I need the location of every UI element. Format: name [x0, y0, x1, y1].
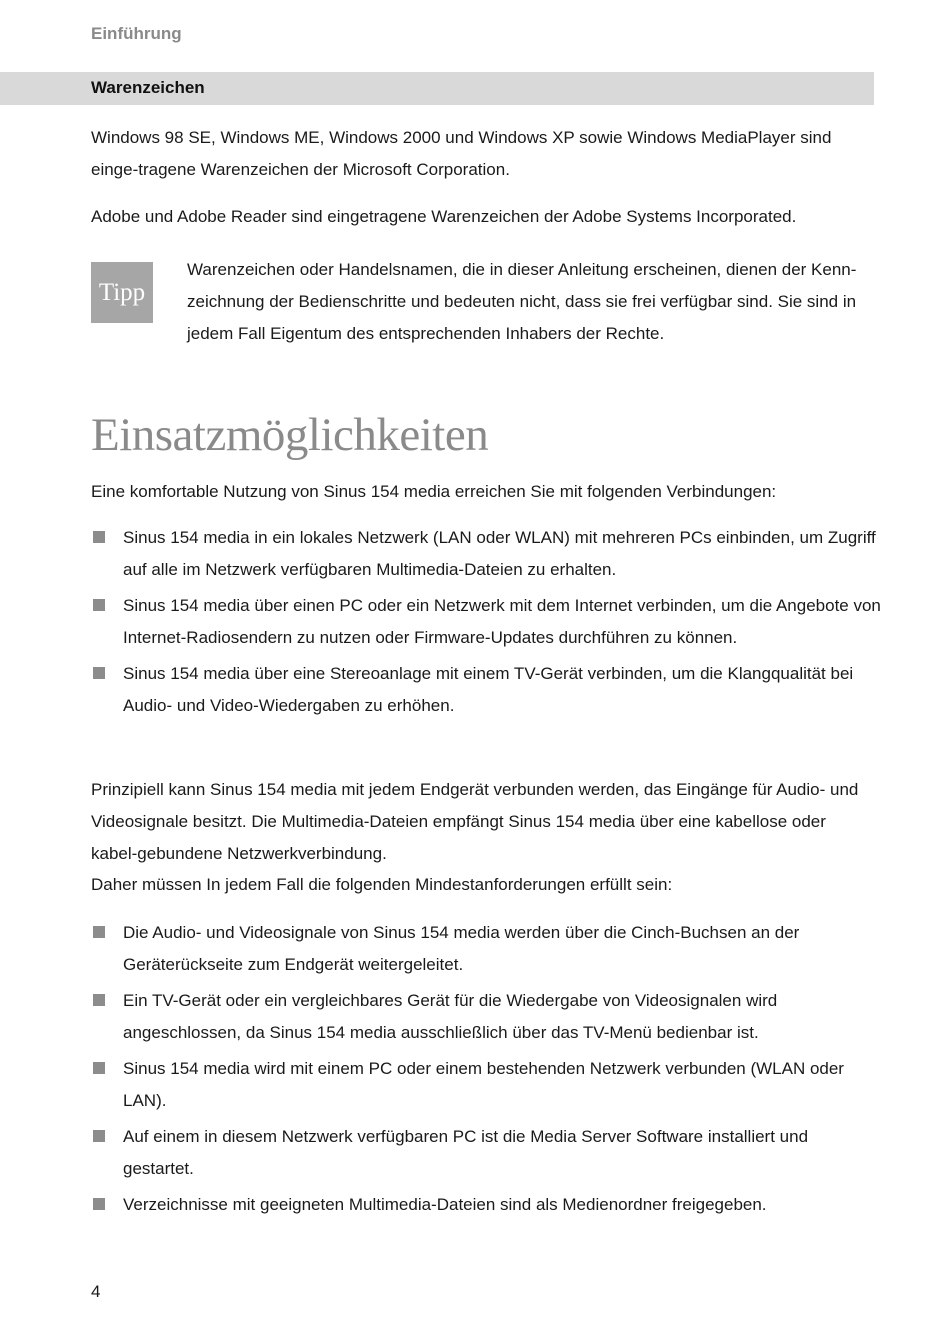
- list-item-text: Sinus 154 media in ein lokales Netzwerk (LAN oder WLAN) mit mehreren PCs einbinden, um Zugriff auf alle im Netzwerk verfügbaren Multimedia-Dateien zu erhalten.: [123, 528, 876, 579]
- usage-list: [91, 522, 881, 722]
- principle-paragraph: Prinzipiell kann Sinus 154 media mit jedem Endgerät verbunden werden, das Eingänge für Audio- und Videosignale besitzt. Die Multimedia-Dateien empfängt Sinus 154 media über eine kabellose oder kabel-gebundene Netzwerkverbindung.: [91, 780, 859, 863]
- bullet-square-icon: [93, 1130, 105, 1142]
- section-heading: Warenzeichen: [91, 78, 205, 97]
- bullet-square-icon: [93, 994, 105, 1006]
- section-heading-bar: [0, 72, 874, 105]
- trademark-paragraph-microsoft: Windows 98 SE, Windows ME, Windows 2000 und Windows XP sowie Windows MediaPlayer sind einge-tragene Warenzeichen der Microsoft Corporation.: [91, 128, 832, 179]
- bullet-square-icon: [93, 926, 105, 938]
- intro-paragraph: Eine komfortable Nutzung von Sinus 154 media erreichen Sie mit folgenden Verbindungen:: [91, 482, 777, 501]
- requirements-intro: Daher müssen In jedem Fall die folgenden Mindestanforderungen erfüllt sein:: [91, 875, 673, 894]
- list-item-text: Sinus 154 media über eine Stereoanlage mit einem TV-Gerät verbinden, um die Klangqualität bei Audio- und Video-Wiedergaben zu erhöhen.: [123, 664, 854, 715]
- list-item: [91, 1121, 881, 1185]
- list-item: [91, 590, 881, 654]
- tip-text: Warenzeichen oder Handelsnamen, die in dieser Anleitung erscheinen, dienen der Kenn-zeichnung der Bedienschritte und bedeuten nicht, dass sie frei verfügbar sind. Sie sind in jedem Fall Eigentum des entsprechenden Inhabers der Rechte.: [187, 260, 857, 343]
- bullet-square-icon: [93, 531, 105, 543]
- tip-badge-label: Tipp: [98, 278, 146, 306]
- bullet-square-icon: [93, 1198, 105, 1210]
- list-item-text: Sinus 154 media über einen PC oder ein Netzwerk mit dem Internet verbinden, um die Angebote von Internet-Radiosendern zu nutzen oder Firmware-Updates durchführen zu können.: [123, 596, 881, 647]
- list-item: [91, 522, 881, 586]
- list-item: [91, 917, 881, 981]
- running-head: Einführung: [91, 24, 182, 43]
- list-item-text: Ein TV-Gerät oder ein vergleichbares Gerät für die Wiedergabe von Videosignalen wird angeschlossen, da Sinus 154 media ausschließlich über das TV-Menü bedienbar ist.: [123, 991, 778, 1042]
- list-item: [91, 658, 881, 722]
- list-item: [91, 1189, 881, 1221]
- list-item: [91, 985, 881, 1049]
- bullet-square-icon: [93, 667, 105, 679]
- list-item-text: Die Audio- und Videosignale von Sinus 154 media werden über die Cinch-Buchsen an der Geräterückseite zum Endgerät weitergeleitet.: [123, 923, 800, 974]
- list-item-text: Sinus 154 media wird mit einem PC oder einem bestehenden Netzwerk verbunden (WLAN oder LAN).: [123, 1059, 844, 1110]
- list-item-text: Verzeichnisse mit geeigneten Multimedia-Dateien sind als Medienordner freigegeben.: [123, 1195, 767, 1214]
- list-item: [91, 1053, 881, 1117]
- tip-badge: [91, 262, 153, 323]
- page-number: 4: [91, 1282, 101, 1301]
- list-item-text: Auf einem in diesem Netzwerk verfügbaren PC ist die Media Server Software installiert und gestartet.: [123, 1127, 809, 1178]
- bullet-square-icon: [93, 599, 105, 611]
- requirements-list: [91, 917, 881, 1221]
- page-title: Einsatzmöglichkeiten: [91, 409, 489, 461]
- trademark-paragraph-adobe: Adobe und Adobe Reader sind eingetragene Warenzeichen der Adobe Systems Incorporated.: [91, 207, 797, 226]
- bullet-square-icon: [93, 1062, 105, 1074]
